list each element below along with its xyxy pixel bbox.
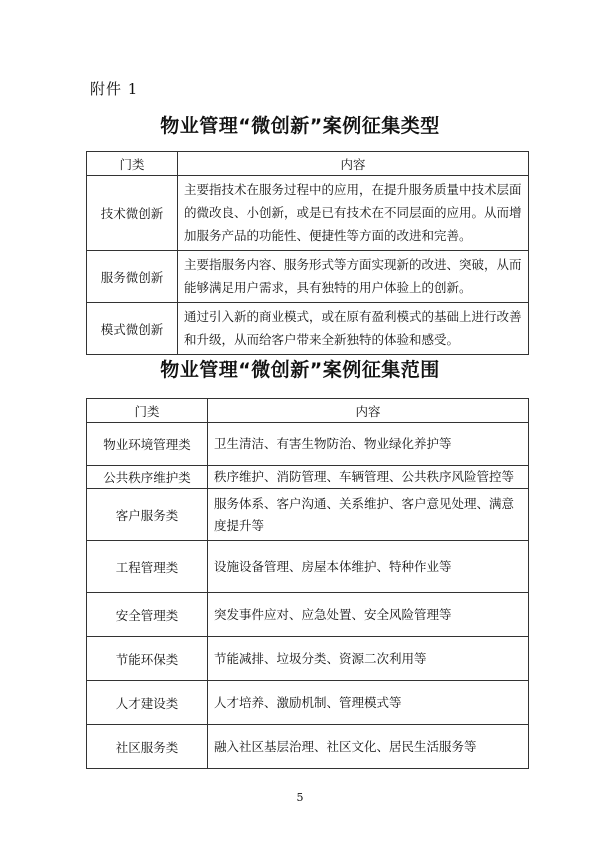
scope-table <box>86 398 529 769</box>
content-cell: 节能减排、垃圾分类、资源二次利用等 <box>208 637 529 681</box>
category-cell: 社区服务类 <box>87 725 208 769</box>
table-row <box>87 251 529 303</box>
content-cell: 人才培养、激励机制、管理模式等 <box>208 681 529 725</box>
table-header-row <box>87 399 529 423</box>
table-row <box>87 466 529 489</box>
table-row <box>87 593 529 637</box>
content-cell: 卫生清洁、有害生物防治、物业绿化养护等 <box>208 423 529 466</box>
table-row <box>87 176 529 251</box>
category-cell: 客户服务类 <box>87 489 208 541</box>
category-cell: 技术微创新 <box>87 176 178 251</box>
table-header-row <box>87 152 529 176</box>
table-row <box>87 725 529 769</box>
annex-label: 附件 1 <box>90 80 139 98</box>
types-table <box>86 151 529 355</box>
category-cell: 模式微创新 <box>87 303 178 355</box>
content-cell: 设施设备管理、房屋本体维护、特种作业等 <box>208 541 529 593</box>
content-cell: 秩序维护、消防管理、车辆管理、公共秩序风险管控等 <box>208 466 529 489</box>
column-header-content: 内容 <box>178 152 529 176</box>
column-header-category: 门类 <box>87 152 178 176</box>
content-cell: 突发事件应对、应急处置、安全风险管理等 <box>208 593 529 637</box>
column-header-category: 门类 <box>87 399 208 423</box>
content-cell: 融入社区基层治理、社区文化、居民生活服务等 <box>208 725 529 769</box>
table-row <box>87 681 529 725</box>
column-header-content: 内容 <box>208 399 529 423</box>
content-cell: 通过引入新的商业模式，或在原有盈利模式的基础上进行改善和升级，从而给客户带来全新独特的体验和感受。 <box>178 303 529 355</box>
category-cell: 节能环保类 <box>87 637 208 681</box>
types-table-title: 物业管理“微创新”案例征集类型 <box>160 115 440 137</box>
category-cell: 安全管理类 <box>87 593 208 637</box>
content-cell: 服务体系、客户沟通、关系维护、客户意见处理、满意度提升等 <box>208 489 529 541</box>
category-cell: 服务微创新 <box>87 251 178 303</box>
table-row <box>87 423 529 466</box>
category-cell: 物业环境管理类 <box>87 423 208 466</box>
content-cell: 主要指技术在服务过程中的应用，在提升服务质量中技术层面的微改良、小创新，或是已有技术在不同层面的应用。从而增加服务产品的功能性、便捷性等方面的改进和完善。 <box>178 176 529 251</box>
category-cell: 工程管理类 <box>87 541 208 593</box>
category-cell: 人才建设类 <box>87 681 208 725</box>
content-cell: 主要指服务内容、服务形式等方面实现新的改进、突破，从而能够满足用户需求，具有独特的用户体验上的创新。 <box>178 251 529 303</box>
table-row <box>87 637 529 681</box>
table-row <box>87 303 529 355</box>
table-row <box>87 541 529 593</box>
category-cell: 公共秩序维护类 <box>87 466 208 489</box>
page-number: 5 <box>296 791 304 804</box>
scope-table-title: 物业管理“微创新”案例征集范围 <box>160 359 440 381</box>
table-row <box>87 489 529 541</box>
